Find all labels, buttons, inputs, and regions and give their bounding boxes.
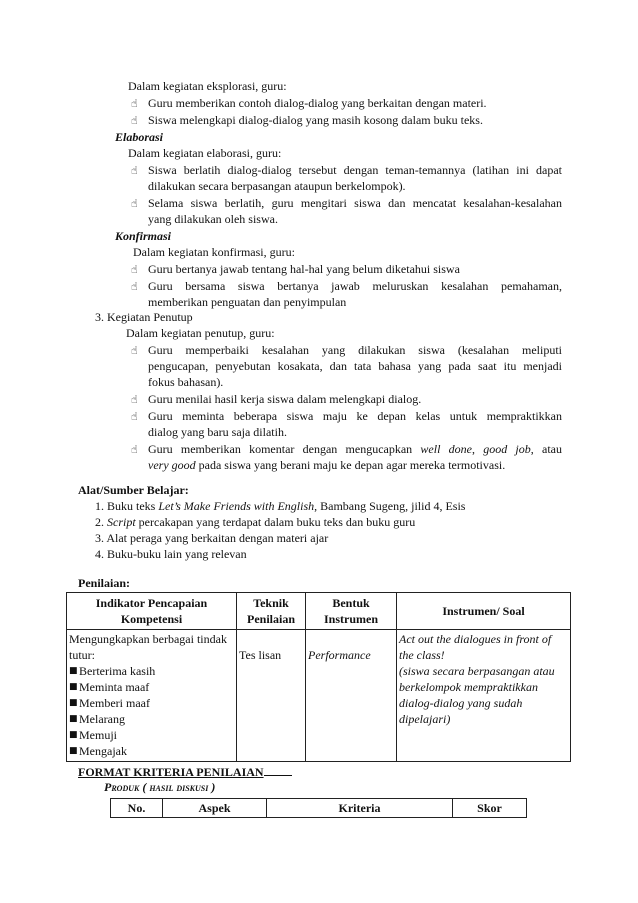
indikator-cell	[67, 630, 237, 762]
soal-cell	[397, 630, 571, 762]
konfirmasi-intro: Dalam kegiatan konfirmasi, guru:	[133, 245, 295, 259]
hand-bullet-icon: ☝	[131, 280, 138, 293]
column-header: Aspek	[163, 799, 267, 818]
kriteria-table	[110, 798, 527, 818]
list-item: ■ Memuji	[69, 728, 117, 742]
penutup-item-line: very good pada siswa yang berani maju ke depan agar mereka termotivasi.	[148, 458, 506, 472]
bentuk-cell: Performance	[306, 630, 397, 762]
column-header: Bentuk Instrumen	[306, 593, 397, 630]
square-bullet-icon: ■	[69, 714, 78, 724]
hand-bullet-icon: ☝	[131, 263, 138, 276]
alat-item: 1. Buku teks Let’s Make Friends with English, Bambang Sugeng, jilid 4, Esis	[95, 499, 466, 513]
indikator-intro: Mengungkapkan berbagai tindak tutur:	[69, 632, 227, 662]
elaborasi-item-line: yang dilakukan oleh siswa.	[148, 212, 278, 226]
penutup-heading: 3. Kegiatan Penutup	[95, 310, 193, 324]
hand-bullet-icon: ☝	[131, 344, 138, 357]
hand-bullet-icon: ☝	[131, 114, 138, 127]
format-heading: FORMAT KRITERIA PENILAIAN	[78, 764, 292, 780]
hand-bullet-icon: ☝	[131, 197, 138, 210]
indikator-list	[69, 663, 234, 759]
elaborasi-intro: Dalam kegiatan elaborasi, guru:	[128, 146, 282, 160]
alat-heading: Alat/Sumber Belajar:	[78, 483, 189, 497]
list-item: ■ Mengajak	[69, 744, 127, 758]
elaborasi-item-line: dilakukan secara berpasangan ataupun berkelompok).	[148, 179, 406, 193]
column-header: Skor	[453, 799, 527, 818]
list-item: ■ Berterima kasih	[69, 664, 156, 678]
soal-note: (siswa secara berpasangan atau berkelompok mempraktikkan dialog-dialog yang sudah dipelajari)	[399, 664, 555, 726]
elaborasi-item-line: Selama siswa berlatih, guru mengitari siswa dan mencatat kesalahan-kesalahan	[148, 196, 562, 210]
konfirmasi-heading: Konfirmasi	[115, 229, 172, 243]
square-bullet-icon: ■	[69, 666, 78, 676]
penutup-item-line: dialog yang baru saja dilatih.	[148, 425, 287, 439]
konfirmasi-item-line: Guru bersama siswa bertanya jawab meluruskan kesalahan pemahaman,	[148, 279, 562, 293]
column-header: No.	[111, 799, 163, 818]
penilaian-table	[66, 592, 571, 762]
eksplorasi-item: Siswa melengkapi dialog-dialog yang masih kosong dalam buku teks.	[148, 113, 483, 127]
list-item: ■ Melarang	[69, 712, 125, 726]
column-header: Teknik Penilaian	[237, 593, 306, 630]
square-bullet-icon: ■	[69, 682, 78, 692]
eksplorasi-intro: Dalam kegiatan eksplorasi, guru:	[128, 79, 287, 93]
penutup-item-line: fokus bahasan).	[148, 375, 224, 389]
hand-bullet-icon: ☝	[131, 164, 138, 177]
soal-text: Act out the dialogues in front of the class!	[399, 632, 552, 662]
penutup-item-line: Guru memberikan komentar dengan mengucapkan well done, good job, atau	[148, 442, 562, 456]
format-subheading: Produk ( hasil diskusi )	[104, 780, 216, 794]
column-header: Indikator Pencapaian Kompetensi	[67, 593, 237, 630]
penutup-intro: Dalam kegiatan penutup, guru:	[126, 326, 275, 340]
list-item: ■ Memberi maaf	[69, 696, 150, 710]
penutup-item-line: pengucapan, penyebutan kosakata, dan tata bahasa yang pada saat itu menjadi	[148, 359, 562, 373]
eksplorasi-item: Guru memberikan contoh dialog-dialog yang berkaitan dengan materi.	[148, 96, 487, 110]
square-bullet-icon: ■	[69, 746, 78, 756]
column-header: Instrumen/ Soal	[397, 593, 571, 630]
penilaian-heading: Penilaian:	[78, 576, 131, 590]
konfirmasi-item: Guru bertanya jawab tentang hal-hal yang belum diketahui siswa	[148, 262, 460, 276]
column-header: Kriteria	[267, 799, 453, 818]
square-bullet-icon: ■	[69, 698, 78, 708]
penutup-item-line: Guru memperbaiki kesalahan yang dilakukan siswa (kesalahan meliputi	[148, 343, 562, 357]
hand-bullet-icon: ☝	[131, 443, 138, 456]
penutup-item-line: Guru meminta beberapa siswa maju ke depan kelas untuk mempraktikkan	[148, 409, 562, 423]
elaborasi-heading: Elaborasi	[115, 130, 164, 144]
hand-bullet-icon: ☝	[131, 97, 138, 110]
konfirmasi-item-line: memberikan penguatan dan penyimpulan	[148, 295, 347, 309]
alat-item: 2. Script percakapan yang terdapat dalam buku teks dan buku guru	[95, 515, 416, 529]
alat-item: 3. Alat peraga yang berkaitan dengan materi ajar	[95, 531, 329, 545]
teknik-cell: Tes lisan	[237, 630, 306, 762]
square-bullet-icon: ■	[69, 730, 78, 740]
alat-item: 4. Buku-buku lain yang relevan	[95, 547, 247, 561]
list-item: ■ Meminta maaf	[69, 680, 150, 694]
penutup-item: Guru menilai hasil kerja siswa dalam melengkapi dialog.	[148, 392, 422, 406]
elaborasi-item-line: Siswa berlatih dialog-dialog tersebut dengan teman-temannya (latihan ini dapat	[148, 163, 562, 177]
hand-bullet-icon: ☝	[131, 410, 138, 423]
hand-bullet-icon: ☝	[131, 393, 138, 406]
